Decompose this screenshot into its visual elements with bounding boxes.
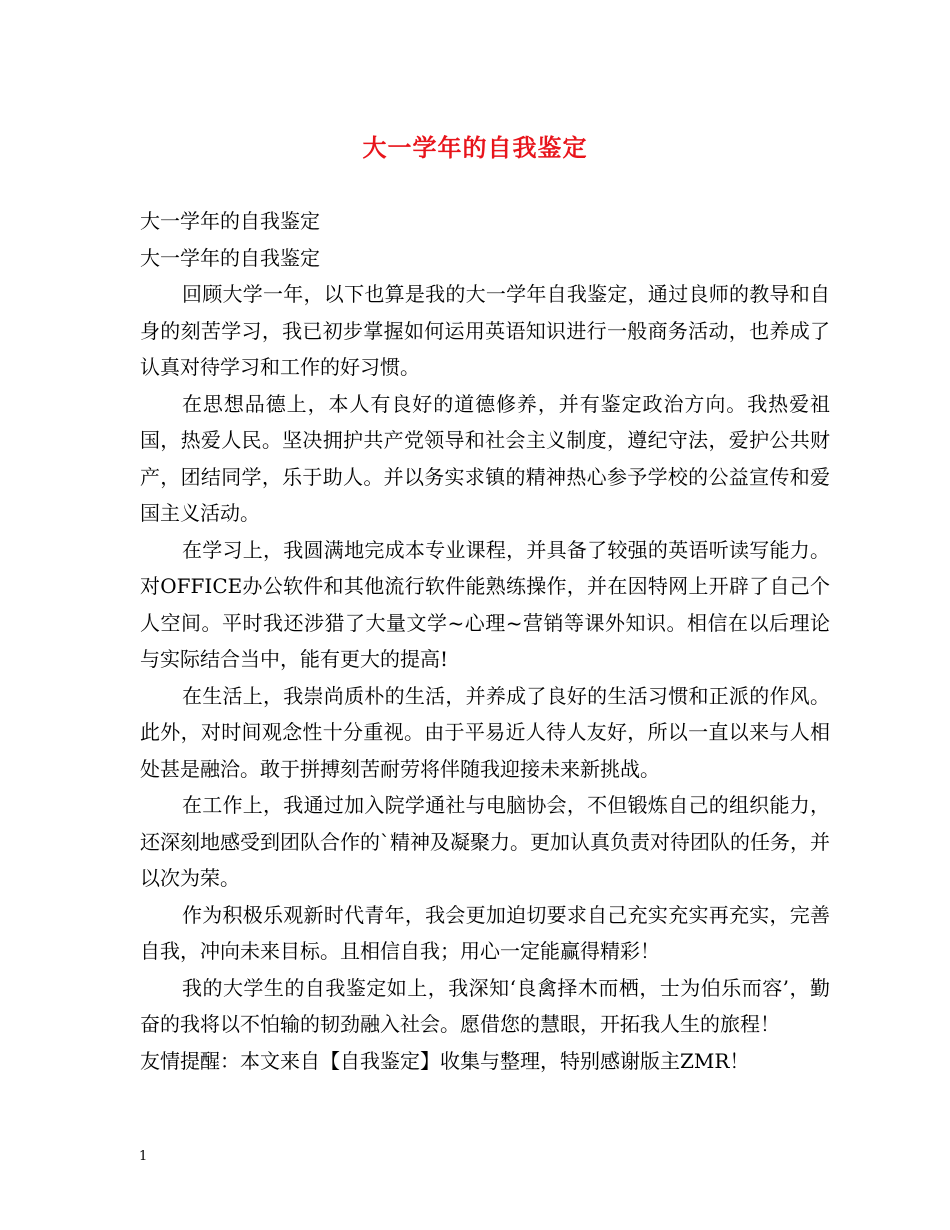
subheading: 大一学年的自我鉴定 [140, 209, 320, 233]
footer-note: 友情提醒：本文来自【自我鉴定】收集与整理，特别感谢版主ZMR！ [140, 1048, 750, 1073]
paragraph: 作为积极乐观新时代青年，我会更加迫切要求自己充实充实再充实，完善自我，冲向未来目标。且相信自我；用心一定能赢得精彩！ [140, 902, 830, 963]
page-number: 1 [139, 1149, 148, 1164]
document-body [140, 203, 830, 1079]
paragraph: 回顾大学一年，以下也算是我的大一学年自我鉴定，通过良师的教导和自身的刻苦学习，我已初步掌握如何运用英语知识进行一般商务活动，也养成了认真对待学习和工作的好习惯。 [140, 282, 830, 379]
paragraph: 在工作上，我通过加入院学通社与电脑协会，不但锻炼自己的组织能力，还深刻地感受到团队合作的`精神及凝聚力。更加认真负责对待团队的任务，并以次为荣。 [140, 793, 830, 890]
paragraph: 我的大学生的自我鉴定如上，我深知‘良禽择木而栖，士为伯乐而容’，勤奋的我将以不怕输的韧劲融入社会。愿借您的慧眼，开拓我人生的旅程！ [140, 975, 830, 1036]
document-title: 大一学年的自我鉴定 [362, 133, 588, 162]
paragraph: 在思想品德上，本人有良好的道德修养，并有鉴定政治方向。我热爱祖国，热爱人民。坚决拥护共产党领导和社会主义制度，遵纪守法，爱护公共财产，团结同学，乐于助人。并以务实求镇的精神热心参予学校的公益宣传和爱国主义活动。 [140, 391, 830, 525]
subheading: 大一学年的自我鉴定 [140, 245, 320, 270]
paragraph: 在生活上，我崇尚质朴的生活，并养成了良好的生活习惯和正派的作风。此外，对时间观念性十分重视。由于平易近人待人友好，所以一直以来与人相处甚是融洽。敢于拼搏刻苦耐劳将伴随我迎接未来新挑战。 [140, 683, 830, 781]
paragraph: 在学习上，我圆满地完成本专业课程，并具备了较强的英语听读写能力。对OFFICE办公软件和其他流行软件能熟练操作，并在因特网上开辟了自己个人空间。平时我还涉猎了大量文学~心理~营销等课外知识。相信在以后理论与实际结合当中，能有更大的提高! [140, 537, 830, 671]
